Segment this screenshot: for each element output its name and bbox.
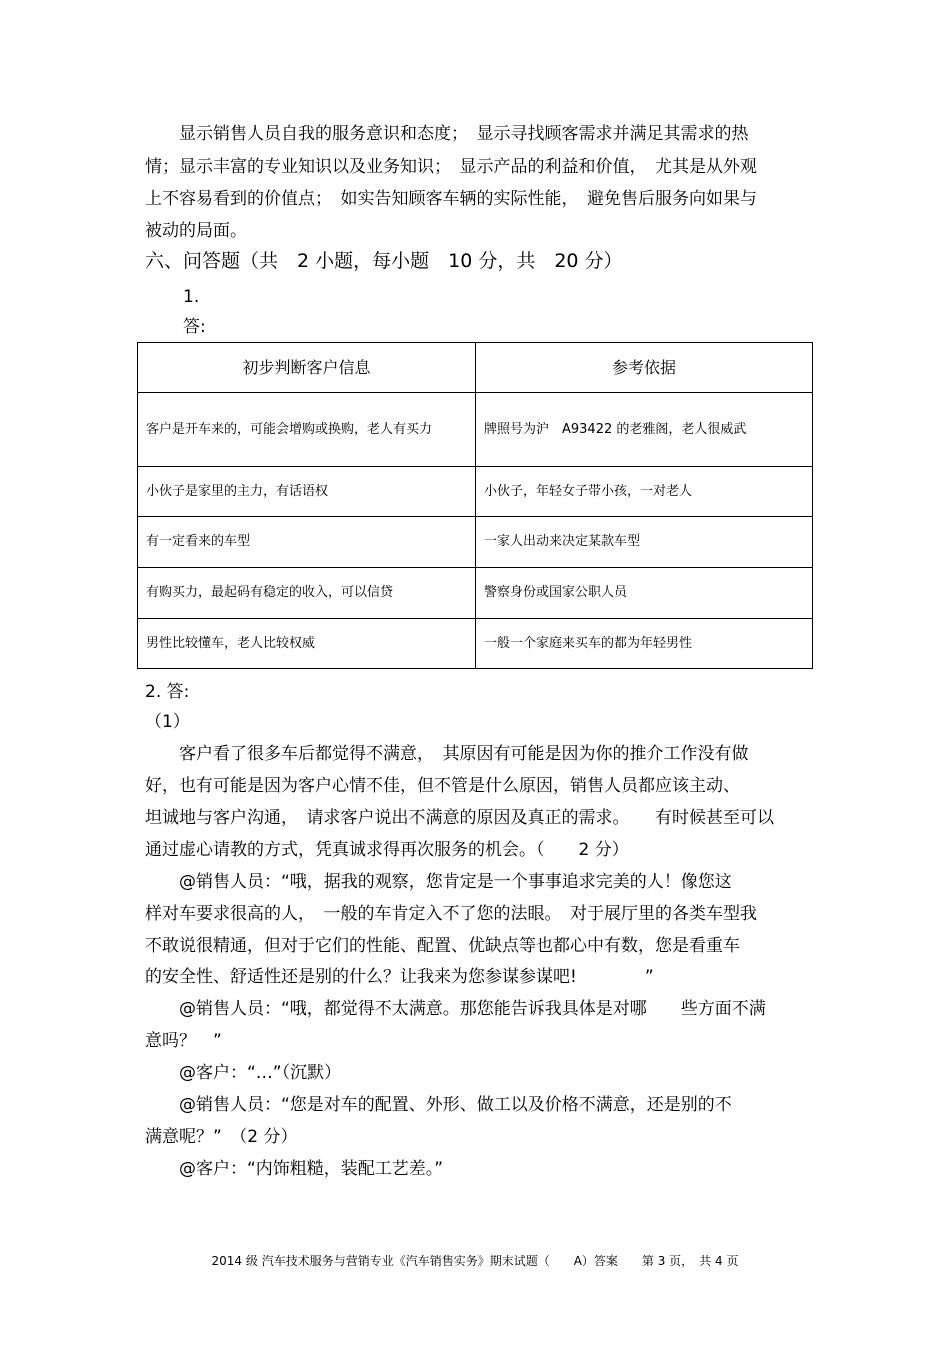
table-row (138, 568, 813, 619)
dialog-line: @客户：“内饰粗糙，装配工艺差。” (145, 1159, 444, 1179)
sub-question-label: （1） (145, 712, 190, 732)
table-cell: 小伙子，年轻女子带小孩，一对老人 (476, 467, 813, 517)
table-row (138, 467, 813, 517)
section-title: 六、问答题（共 2 小题，每小题 10 分，共 20 分） (145, 250, 623, 272)
dialog-line: @销售人员：“哦，据我的观察，您肯定是一个事事追求完美的人！像您这 (145, 872, 732, 892)
dialog-line: @销售人员：“哦，都觉得不太满意。那您能告诉我具体是对哪 些方面不满 (145, 999, 766, 1019)
dialog-line: 意吗？ ” (145, 1031, 222, 1051)
table-header: 参考依据 (476, 343, 813, 393)
paragraph-line: 情；显示丰富的专业知识以及业务知识； 显示产品的利益和价值， 尤其是从外观 (145, 157, 757, 177)
table-cell: 一般一个家庭来买车的都为年轻男性 (476, 619, 813, 669)
paragraph-line: 客户看了很多车后都觉得不满意， 其原因有可能是因为你的推介工作没有做 (145, 744, 749, 764)
table-cell: 牌照号为沪 A93422 的老雅阁，老人很威武 (476, 393, 813, 467)
paragraph-line: 好，也有可能是因为客户心情不佳，但不管是什么原因，销售人员都应该主动、 (145, 776, 740, 796)
dialog-line: 的安全性、舒适性还是别的什么？让我来为您参谋参谋吧! ” (145, 967, 654, 987)
page-footer: 2014 级 汽车技术服务与营销专业《汽车销售实务》期末试题（ A）答案 第 3 页， 共 4 页 (211, 1254, 739, 1268)
table-cell: 男性比较懂车，老人比较权威 (138, 619, 476, 669)
table-row (138, 517, 813, 568)
table-cell: 客户是开车来的，可能会增购或换购，老人有买力 (138, 393, 476, 467)
dialog-line: @客户：“…”（沉默） (145, 1063, 342, 1083)
table-row (138, 393, 813, 467)
table-header-row (138, 343, 813, 393)
table-row (138, 619, 813, 669)
table-cell: 有购买力，最起码有稳定的收入，可以信贷 (138, 568, 476, 619)
table-cell: 有一定看来的车型 (138, 517, 476, 568)
table-cell: 警察身份或国家公职人员 (476, 568, 813, 619)
paragraph-line: 通过虚心请教的方式，凭真诚求得再次服务的机会。（ 2 分） (145, 840, 629, 860)
answer-label: 答: (183, 317, 206, 337)
table-cell: 一家人出动来决定某款车型 (476, 517, 813, 568)
table-header: 初步判断客户信息 (138, 343, 476, 393)
dialog-line: 不敢说很精通，但对于它们的性能、配置、优缺点等也都心中有数，您是看重车 (145, 936, 740, 956)
info-table (137, 342, 813, 669)
table-cell: 小伙子是家里的主力，有话语权 (138, 467, 476, 517)
paragraph-line: 显示销售人员自我的服务意识和态度； 显示寻找顾客需求并满足其需求的热 (145, 124, 749, 144)
question-number: 1. (183, 287, 200, 307)
paragraph-line: 上不容易看到的价值点； 如实告知顾客车辆的实际性能， 避免售后服务向如果与 (145, 189, 757, 209)
dialog-line: @销售人员：“您是对车的配置、外形、做工以及价格不满意，还是别的不 (145, 1095, 732, 1115)
paragraph-line: 坦诚地与客户沟通， 请求客户说出不满意的原因及真正的需求。 有时候甚至可以 (145, 808, 774, 828)
question-label: 2. 答: (145, 682, 190, 702)
dialog-line: 满意呢？” （2 分） (145, 1127, 298, 1147)
paragraph-line: 被动的局面。 (145, 221, 247, 241)
dialog-line: 样对车要求很高的人， 一般的车肯定入不了您的法眼。 对于展厅里的各类车型我 (145, 904, 757, 924)
